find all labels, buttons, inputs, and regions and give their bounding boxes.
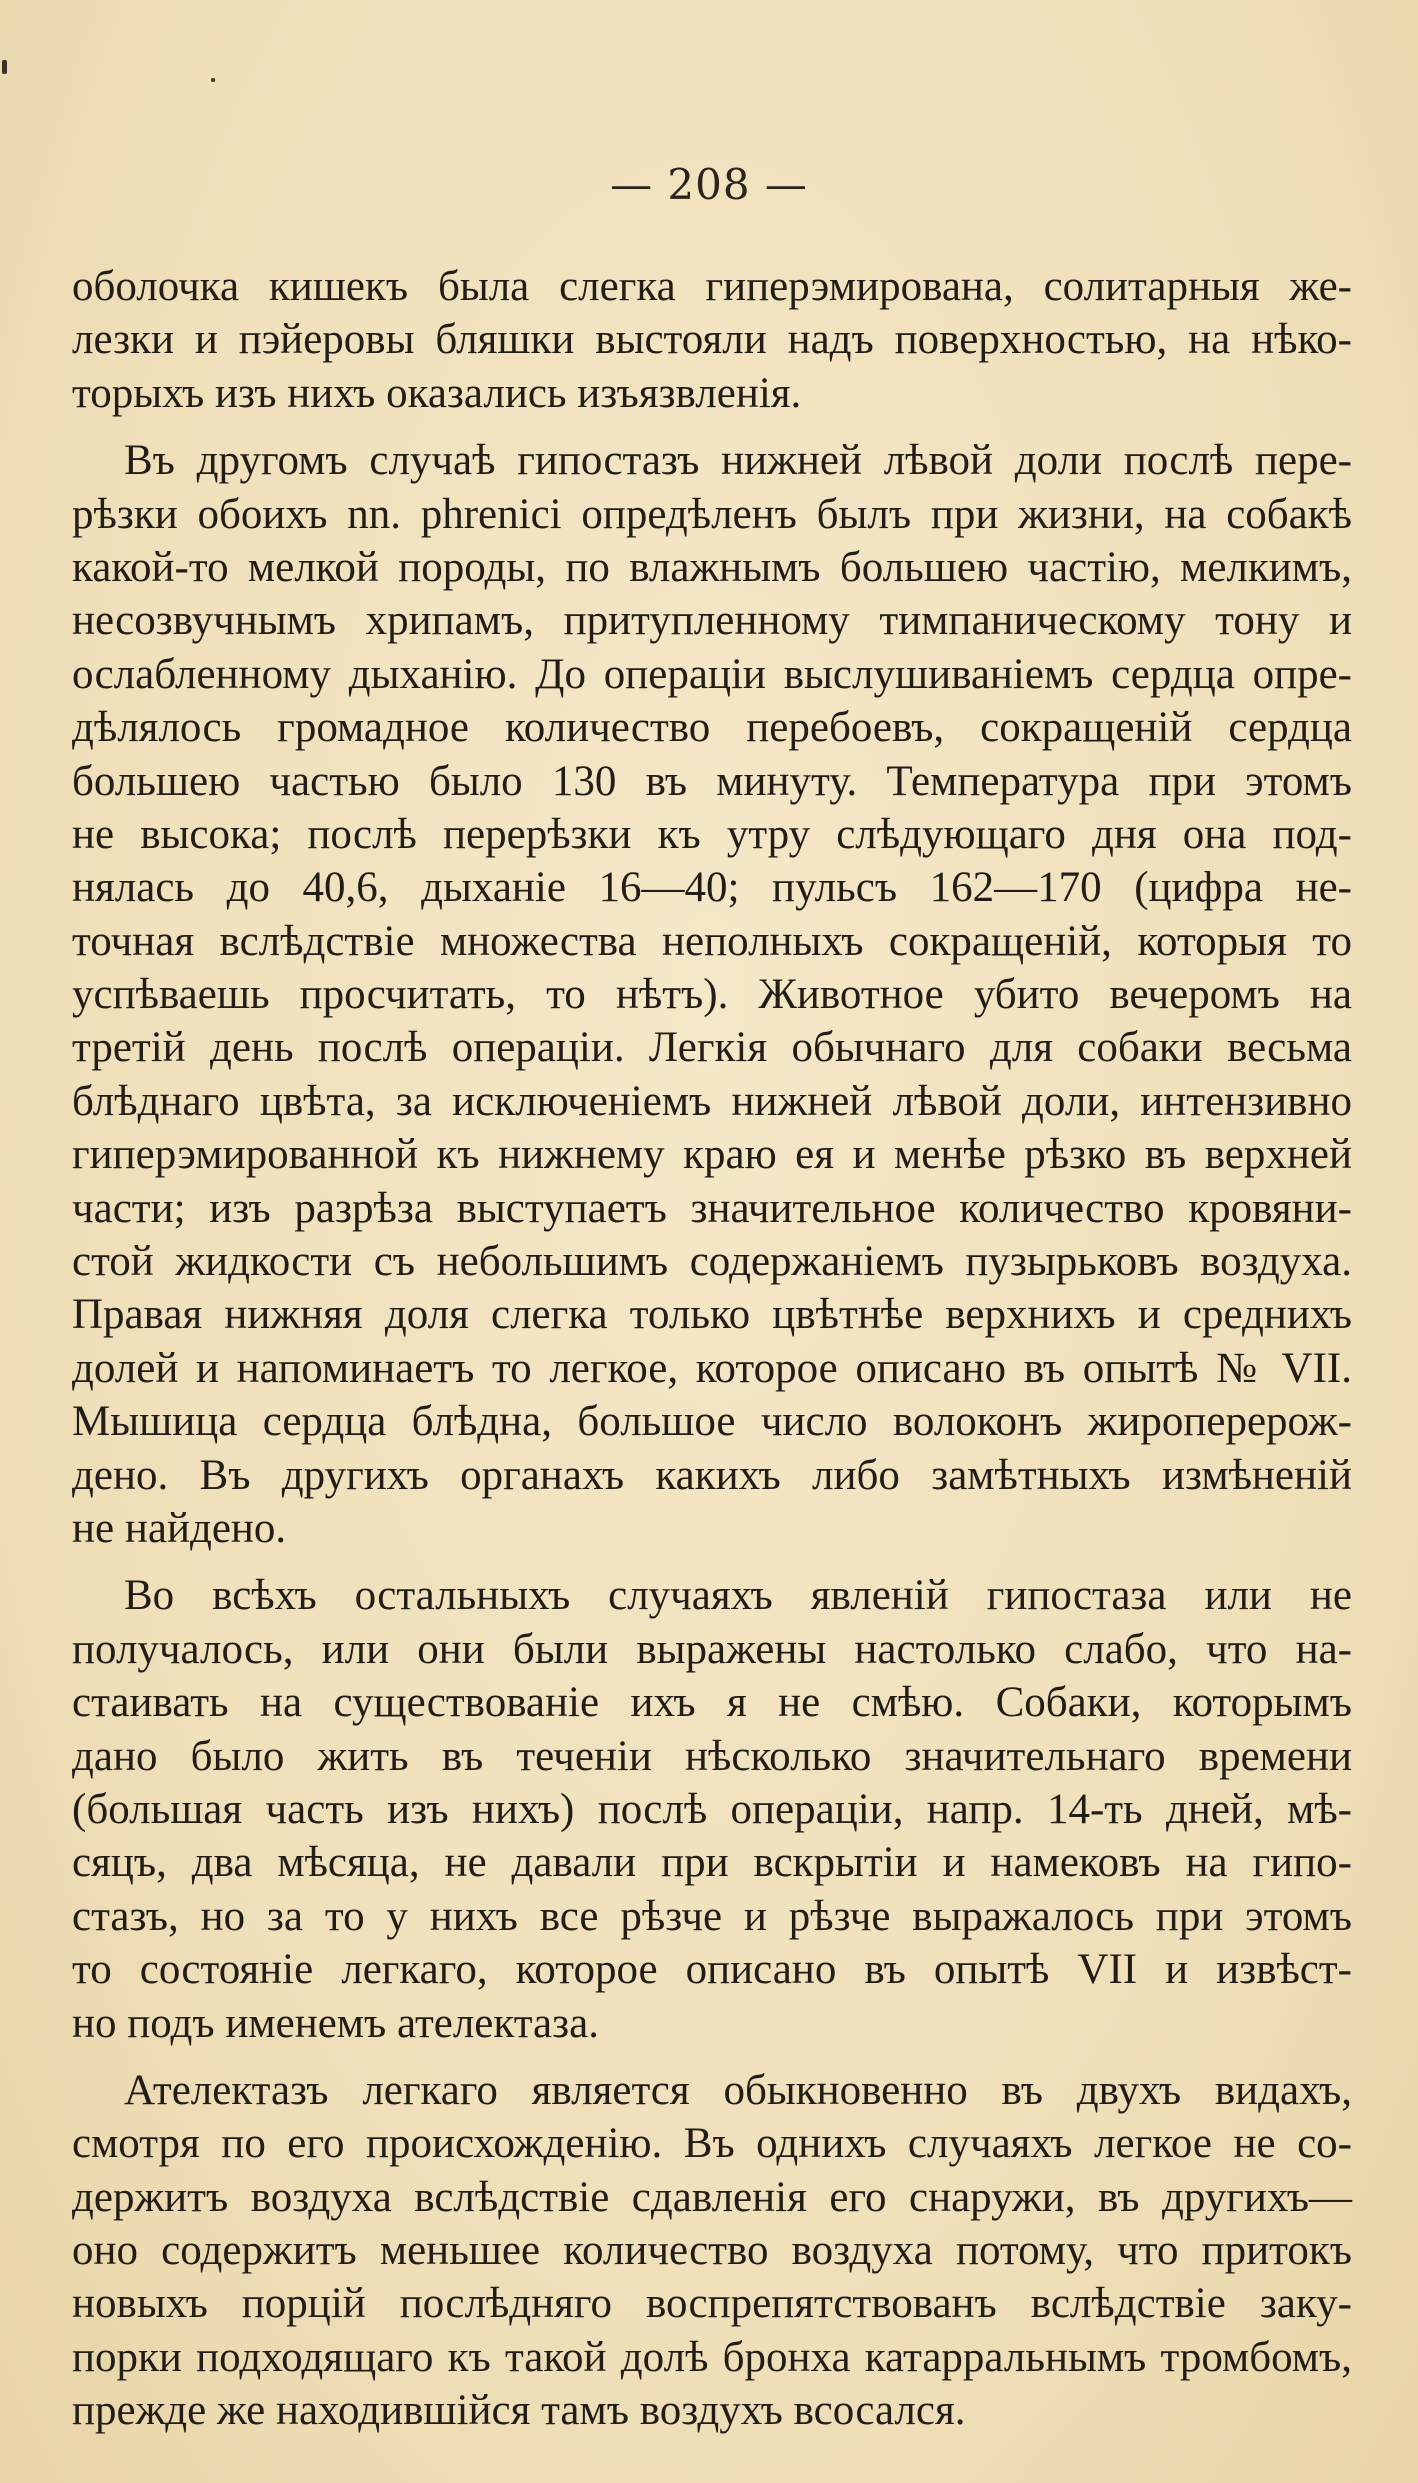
- text-line: но подъ именемъ ателектаза.: [72, 1999, 599, 2047]
- text-line: Въ другомъ случаѣ гипостазъ нижней лѣвой доли послѣ пере-: [124, 437, 1352, 485]
- text-line: стой жидкости съ небольшимъ содержаніемъ пузырьковъ воздуха.: [72, 1238, 1352, 1286]
- text-line: прежде же находившійся тамъ воздухъ всосался.: [72, 2387, 966, 2435]
- body-text: [72, 260, 1352, 2438]
- text-line: стаивать на существованіе ихъ я не смѣю. Собаки, которымъ: [72, 1679, 1352, 1727]
- text-line: держитъ воздуха вслѣдствіе сдавленія его снаружи, въ другихъ—: [72, 2173, 1352, 2221]
- paragraph-gap: [72, 420, 1352, 434]
- text-line: Ателектазъ легкаго является обыкновенно въ двухъ видахъ,: [124, 2066, 1352, 2114]
- paragraph-gap: [72, 2050, 1352, 2064]
- paragraph-gap: [72, 1555, 1352, 1569]
- text-line: смотря по его происхожденію. Въ однихъ случаяхъ легкое не со-: [72, 2120, 1352, 2168]
- text-line: не высока; послѣ перерѣзки къ утру слѣдующаго дня она под-: [72, 810, 1352, 858]
- text-line: успѣваешь просчитать, то нѣтъ). Животное убито вечеромъ на: [72, 971, 1352, 1019]
- text-line: точная вслѣдствіе множества неполныхъ сокращеній, которыя то: [72, 917, 1352, 965]
- text-line: сяцъ, два мѣсяца, не давали при вскрытіи и намековъ на гипо-: [72, 1839, 1352, 1887]
- text-line: то состояніе легкаго, которое описано въ опытѣ VII и извѣст-: [72, 1946, 1352, 1994]
- text-line: дено. Въ другихъ органахъ какихъ либо замѣтныхъ измѣненій: [72, 1451, 1352, 1499]
- text-line: стазъ, но за то у нихъ все рѣзче и рѣзче выражалось при этомъ: [72, 1892, 1352, 1940]
- text-line: (большая часть изъ нихъ) послѣ операціи, напр. 14-ть дней, мѣ-: [72, 1785, 1352, 1833]
- ink-speck: [2, 60, 7, 74]
- text-line: получалось, или они были выражены настолько слабо, что на-: [72, 1625, 1352, 1673]
- text-line: части; изъ разрѣза выступаетъ значительное количество кровяни-: [72, 1184, 1352, 1232]
- text-line: какой-то мелкой породы, по влажнымъ большею частію, мелкимъ,: [72, 543, 1352, 591]
- text-line: рѣзки обоихъ nn. phrenici опредѣленъ былъ при жизни, на собакѣ: [72, 490, 1352, 538]
- text-line: Правая нижняя доля слегка только цвѣтнѣе верхнихъ и среднихъ: [72, 1291, 1352, 1339]
- text-line: дано было жить въ теченіи нѣсколько значительнаго времени: [72, 1732, 1352, 1780]
- text-line: блѣднаго цвѣта, за исключеніемъ нижней лѣвой доли, интензивно: [72, 1077, 1352, 1125]
- text-line: третій день послѣ операціи. Легкія обычнаго для собаки весьма: [72, 1024, 1352, 1072]
- text-line: дѣлялось громадное количество перебоевъ, сокращеній сердца: [72, 704, 1352, 752]
- text-line: новыхъ порцій послѣдняго воспрепятствованъ вслѣдствіе заку-: [72, 2280, 1352, 2328]
- text-line: лезки и пэйеровы бляшки выстояли надъ поверхностью, на нѣко-: [72, 316, 1352, 364]
- text-line: гиперэмированной къ нижнему краю ея и менѣе рѣзко въ верхней: [72, 1131, 1352, 1179]
- text-line: оболочка кишекъ была слегка гиперэмирована, солитарныя же-: [72, 263, 1352, 310]
- text-line: Мышица сердца блѣдна, большое число волоконъ жироперерож-: [72, 1398, 1352, 1446]
- text-line: Во всѣхъ остальныхъ случаяхъ явленій гипостаза или не: [124, 1572, 1352, 1620]
- text-line: нялась до 40,6, дыханіе 16—40; пульсъ 162—170 (цифра не-: [72, 864, 1352, 912]
- text-line: оно содержитъ меньшее количество воздуха потому, что притокъ: [72, 2227, 1352, 2275]
- text-line: торыхъ изъ нихъ оказались изъязвленія.: [72, 369, 802, 417]
- text-line: большею частью было 130 въ минуту. Температура при этомъ: [72, 757, 1352, 805]
- text-line: не найдено.: [72, 1504, 287, 1552]
- text-line: порки подходящаго къ такой долѣ бронха катарральнымъ тромбомъ,: [72, 2333, 1352, 2381]
- ink-speck: [211, 78, 215, 82]
- text-line: ослабленному дыханію. До операціи выслушиваніемъ сердца опре-: [72, 650, 1352, 698]
- text-line: долей и напоминаетъ то легкое, которое описано въ опытѣ № VII.: [72, 1344, 1352, 1392]
- text-line: несозвучнымъ хрипамъ, притупленному тимпаническому тону и: [72, 597, 1352, 645]
- page-number: — 208 —: [610, 160, 808, 209]
